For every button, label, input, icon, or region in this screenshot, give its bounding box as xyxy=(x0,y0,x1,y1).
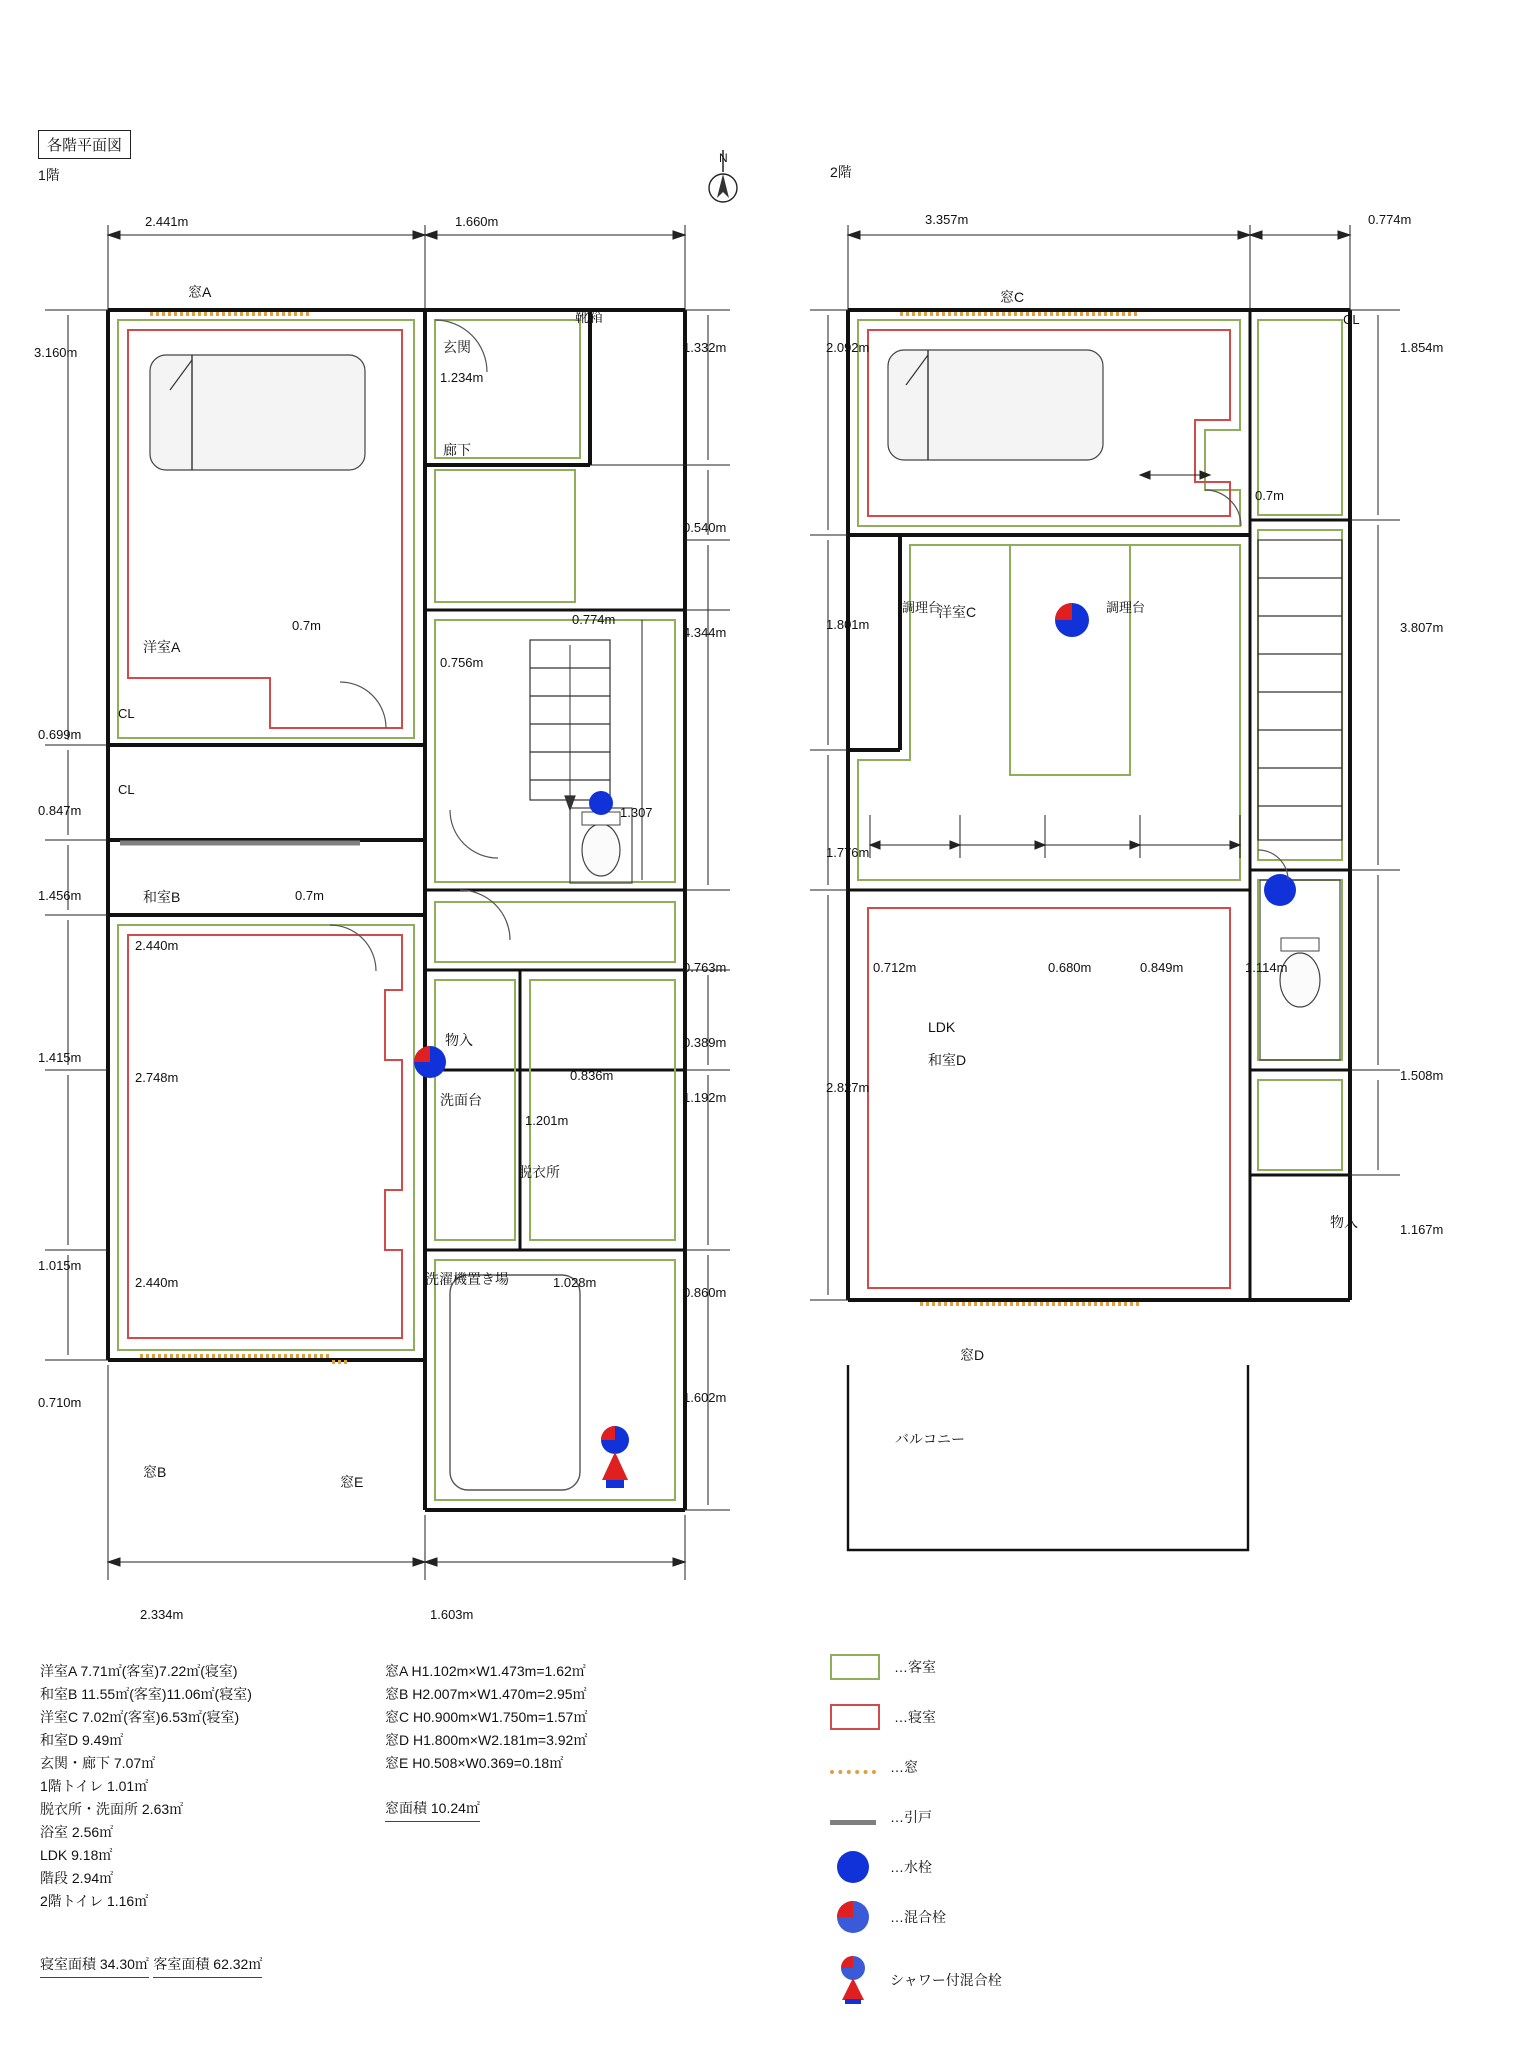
legend-row-guestroom xyxy=(830,1650,1002,1684)
dim-f2-top-2: 0.774m xyxy=(1368,212,1412,227)
legend-label: …水栓 xyxy=(890,1859,932,1875)
window-d-label: 窓D xyxy=(960,1347,985,1363)
dim-f1-left-1: 3.160m xyxy=(34,345,78,360)
dim-f1-bottom-1: 2.334m xyxy=(140,1607,184,1622)
window-spec-list xyxy=(385,1660,685,1822)
dotted-line-icon xyxy=(830,1770,876,1774)
half-red-blue-circle-icon xyxy=(830,1906,876,1928)
dim-f1-left-3: 0.847m xyxy=(38,803,82,818)
area-item: 玄関・廊下 7.07㎡ xyxy=(40,1755,156,1771)
area-totals xyxy=(40,1950,262,1978)
floor1-plan xyxy=(30,190,750,1630)
dim-f2-left-2: 1.801m xyxy=(826,617,870,632)
dim-f1-left-2: 0.699m xyxy=(38,727,82,742)
window-spec-item: 窓A H1.102m×W1.473m=1.62㎡ xyxy=(385,1663,586,1679)
room-yoshitsu-a: 洋室A xyxy=(143,639,181,655)
area-item: 2階トイレ 1.16㎡ xyxy=(40,1893,149,1909)
dim-f1-inner-3: 0.756m xyxy=(440,655,484,670)
dim-f2-left-3: 1.776m xyxy=(826,845,870,860)
dim-f1-left-4: 1.456m xyxy=(38,888,82,903)
area-item: 洋室A 7.71㎡(客室)7.22㎡(寝室) xyxy=(40,1663,238,1679)
window-a-label: 窓A xyxy=(188,284,212,300)
area-item: 浴室 2.56㎡ xyxy=(40,1824,114,1840)
room-chorida-1: 調理台 xyxy=(902,600,942,615)
dim-f1-inner-10: 2.440m xyxy=(135,1275,179,1290)
total-guestroom-area: 客室面積 62.32㎡ xyxy=(153,1953,262,1978)
dim-f2-inner-1: 0.7m xyxy=(1255,488,1284,503)
window-spec-item: 窓E H0.508×W0.369=0.18㎡ xyxy=(385,1755,564,1771)
window-total-area: 窓面積 10.24㎡ xyxy=(385,1797,480,1822)
dim-f2-right-2: 3.807m xyxy=(1400,620,1444,635)
room-cl-2: CL xyxy=(118,782,135,797)
area-item: 和室D 9.49㎡ xyxy=(40,1732,124,1748)
dim-f2-inner-5: 1.114m xyxy=(1245,960,1288,975)
dim-f2-top-1: 3.357m xyxy=(925,212,969,227)
gray-bar-icon xyxy=(830,1820,876,1825)
dim-f1-right-4: 1.307 xyxy=(620,805,653,820)
dim-f2-left-1: 2.092m xyxy=(826,340,870,355)
dim-f1-inner-11: 1.028m xyxy=(553,1275,597,1290)
room-mononyu-f2: 物入 xyxy=(1330,1214,1358,1230)
dim-f2-inner-4: 0.849m xyxy=(1140,960,1184,975)
dim-f1-right-5: 0.763m xyxy=(683,960,727,975)
room-senmendai: 洗面台 xyxy=(440,1092,482,1108)
dim-f1-left-5: 1.415m xyxy=(38,1050,82,1065)
legend xyxy=(830,1650,1002,2004)
area-item: 和室B 11.55㎡(客室)11.06㎡(寝室) xyxy=(40,1686,252,1702)
dim-f1-inner-1: 1.234m xyxy=(440,370,484,385)
dim-f1-inner-4: 0.774m xyxy=(572,612,616,627)
window-spec-item: 窓C H0.900m×W1.750m=1.57㎡ xyxy=(385,1709,588,1725)
blue-circle-icon xyxy=(830,1856,876,1878)
room-cl-1: CL xyxy=(118,706,135,721)
room-cl-f2: CL xyxy=(1343,312,1360,327)
legend-label: …寝室 xyxy=(894,1709,936,1725)
dim-f1-right-6: 0.389m xyxy=(683,1035,727,1050)
room-datsuisho: 脱衣所 xyxy=(518,1164,560,1180)
dim-f1-inner-8: 0.836m xyxy=(570,1068,614,1083)
dim-f1-top-1: 2.441m xyxy=(145,214,189,229)
green-rect-icon xyxy=(830,1654,880,1680)
area-item: 脱衣所・洗面所 2.63㎡ xyxy=(40,1801,184,1817)
dim-f1-inner-7: 2.748m xyxy=(135,1070,179,1085)
dim-f1-left-7: 0.710m xyxy=(38,1395,82,1410)
room-mononyu: 物入 xyxy=(445,1032,473,1048)
floor2-plan xyxy=(810,190,1510,1590)
dim-f1-inner-9: 1.201m xyxy=(525,1113,569,1128)
area-item: 1階トイレ 1.01㎡ xyxy=(40,1778,149,1794)
dim-f1-bottom-2: 1.603m xyxy=(430,1607,474,1622)
dim-f1-inner-2: 0.7m xyxy=(292,618,321,633)
dim-f2-inner-3: 0.680m xyxy=(1048,960,1092,975)
dim-f1-right-3: 4.344m xyxy=(683,625,727,640)
dim-f1-right-7: 1.192m xyxy=(683,1090,727,1105)
total-bedroom-area: 寝室面積 34.30㎡ xyxy=(40,1953,149,1978)
legend-label: …窓 xyxy=(890,1759,918,1775)
dim-f1-right-8: 0.860m xyxy=(683,1285,727,1300)
room-balcony: バルコニー xyxy=(895,1431,965,1447)
floor1-label: 1階 xyxy=(38,167,60,183)
area-list xyxy=(40,1660,370,1913)
legend-row-slidingdoor xyxy=(830,1800,1002,1834)
area-item: 階段 2.94㎡ xyxy=(40,1870,114,1886)
room-washitsu-d: 和室D xyxy=(928,1052,967,1068)
window-spec-item: 窓D H1.800m×W2.181m=3.92㎡ xyxy=(385,1732,588,1748)
room-ldk: LDK xyxy=(928,1019,956,1035)
shower-mixer-icon xyxy=(830,1956,876,2004)
compass-north-label: N xyxy=(719,151,728,165)
page-title: 各階平面図 xyxy=(38,130,131,159)
legend-label: シャワー付混合栓 xyxy=(890,1972,1002,1988)
legend-row-faucet xyxy=(830,1850,1002,1884)
dim-f1-right-9: 1.602m xyxy=(683,1390,727,1405)
window-c-label: 窓C xyxy=(1000,289,1025,305)
room-yoshitsu-c: 洋室C xyxy=(938,604,977,620)
room-washitsu-b: 和室B xyxy=(143,889,181,905)
dim-f1-right-1: 1.332m xyxy=(683,340,727,355)
dim-f2-left-4: 2.827m xyxy=(826,1080,870,1095)
window-b-label: 窓B xyxy=(143,1464,167,1480)
legend-label: …引戸 xyxy=(890,1809,932,1825)
legend-row-window xyxy=(830,1750,1002,1784)
area-item: 洋室C 7.02㎡(客室)6.53㎡(寝室) xyxy=(40,1709,240,1725)
window-e-label: 窓E xyxy=(340,1474,364,1490)
dim-f2-right-1: 1.854m xyxy=(1400,340,1444,355)
area-item: LDK 9.18㎡ xyxy=(40,1847,113,1863)
red-rect-icon xyxy=(830,1704,880,1730)
legend-label: …混合栓 xyxy=(890,1909,946,1925)
dim-f2-right-3: 1.508m xyxy=(1400,1068,1444,1083)
room-rouka: 廊下 xyxy=(443,442,471,458)
dim-f1-inner-6: 2.440m xyxy=(135,938,179,953)
room-sentakuki: 洗濯機置き場 xyxy=(425,1271,509,1287)
room-kutsubako: 靴箱 xyxy=(575,309,603,325)
dim-f1-left-6: 1.015m xyxy=(38,1258,82,1273)
legend-row-mixer xyxy=(830,1900,1002,1934)
dim-f1-inner-5: 0.7m xyxy=(295,888,324,903)
dim-f1-top-2: 1.660m xyxy=(455,214,499,229)
room-chorida-2: 調理台 xyxy=(1106,600,1146,615)
window-spec-item: 窓B H2.007m×W1.470m=2.95㎡ xyxy=(385,1686,587,1702)
legend-row-shower-mixer xyxy=(830,1956,1002,2004)
room-genkan: 玄関 xyxy=(443,339,471,355)
dim-f1-right-2: 0.540m xyxy=(683,520,727,535)
legend-label: …客室 xyxy=(894,1659,936,1675)
dim-f2-right-4: 1.167m xyxy=(1400,1222,1444,1237)
legend-row-bedroom xyxy=(830,1700,1002,1734)
floor2-label: 2階 xyxy=(830,164,852,180)
dim-f2-inner-2: 0.712m xyxy=(873,960,917,975)
